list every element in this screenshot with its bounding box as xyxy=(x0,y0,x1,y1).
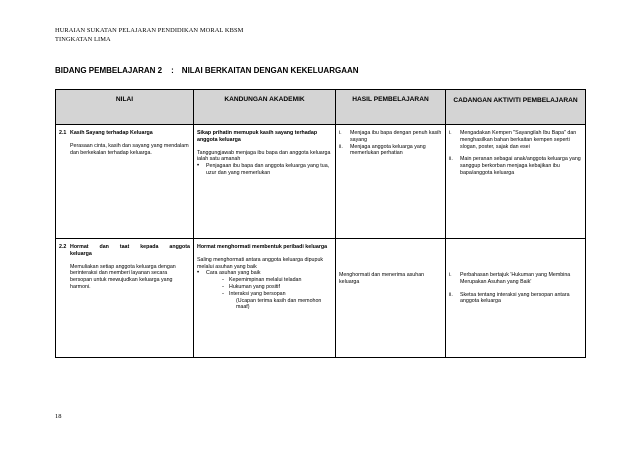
content-sub-item: - Interaksi yang bersopan (Ucapan terima kasih dan memohon maaf) xyxy=(222,291,332,311)
outcome-item: ii. Menjaga anggota keluarga yang memerlukan perhatian xyxy=(339,143,426,157)
syllabus-table xyxy=(55,89,586,358)
cell-kandungan xyxy=(194,239,336,358)
column-header-hasil: HASIL PEMBELAJARAN xyxy=(336,90,446,125)
value-number: 2.1 xyxy=(59,130,67,136)
outcome-item: i. Menjaga ibu bapa dengan penuh kasih sayang xyxy=(339,130,442,143)
topic-separator: : xyxy=(171,66,174,75)
content-bullet: • Cara asuhan yang baik - Kepemimpinan melalui teladan - Hukuman yang positif - Interaksi yang bersopan (Ucapan terima kasih dan memohon maaf) xyxy=(197,270,332,311)
page-number: 18 xyxy=(55,413,62,420)
cell-nilai xyxy=(56,239,194,358)
cell-hasil xyxy=(336,239,446,358)
column-header-kandungan: KANDUNGAN AKADEMIK xyxy=(194,90,336,125)
content-sub-item: - Hukuman yang positif xyxy=(222,284,332,291)
outcome-text: Menghormati dan menerima asuhan keluarga xyxy=(339,272,425,285)
cell-kandungan xyxy=(194,125,336,239)
content-sub-item: - Kepemimpinan melalui teladan xyxy=(222,277,332,284)
topic-label: BIDANG PEMBELAJARAN 2 xyxy=(55,66,163,75)
activity-item: i. Mengadakan Kempen "Sayangilah Ibu Bapa" dan menghasilkan bahan berkaitan kempen seperti slogan, poster, sajak dan esei xyxy=(449,130,577,150)
content-heading: Sikap prihatin memupuk kasih sayang terhadap anggota keluarga xyxy=(197,130,318,143)
value-title: 2.1 Kasih Sayang terhadap Keluarga xyxy=(59,130,153,136)
topic-title: NILAI BERKAITAN DENGAN KEKELUARGAAN xyxy=(181,66,359,75)
column-header-nilai: NILAI xyxy=(56,90,194,125)
activity-item: ii. Main peranan sebagai anak/anggota keluarga yang sanggup berkorban menjaga kebajikan ibu bapa/anggota keluarga xyxy=(449,156,581,176)
column-header-cadangan: CADANGAN AKTIVITI PEMBELAJARAN xyxy=(446,90,586,125)
value-number: 2.2 xyxy=(59,244,67,250)
cell-cadangan xyxy=(446,239,586,358)
cell-cadangan xyxy=(446,125,586,239)
activity-item: ii. Sketsa tentang interaksi yang bersopan antara anggota keluarga xyxy=(449,291,570,305)
content-bullet: • Penjagaan ibu bapa dan anggota keluarga yang tua, uzur dan yang memerlukan xyxy=(197,163,332,177)
value-title: 2.2 Hormat dan taat kepada anggota keluarga xyxy=(59,244,190,257)
cell-hasil xyxy=(336,125,446,239)
content-paragraph: Tanggungjawab menjaga ibu bapa dan anggota keluarga ialah satu amanah xyxy=(197,149,331,163)
value-definition: Memuliakan setiap anggota keluarga dengan berinteraksi dan memberi layanan secara bersopan untuk mewujudkan keluarga yang harmoni. xyxy=(70,263,176,290)
activity-item: i. Perbahasan bertajuk 'Hukuman yang Membina Merupakan Asuhan yang Baik' xyxy=(449,272,571,285)
table-header-row xyxy=(56,90,586,125)
value-definition: Perasaan cinta, kasih dan sayang yang mendalam dan berkekalan terhadap keluarga. xyxy=(70,142,189,156)
table-row xyxy=(56,239,586,358)
cell-nilai xyxy=(56,125,194,239)
content-paragraph: Saling menghormati antara anggota keluarga dipupuk melalui asuhan yang baik xyxy=(197,256,324,270)
content-sub-note: (Ucapan terima kasih dan memohon maaf) xyxy=(236,297,322,311)
table-row xyxy=(56,125,586,239)
document-header-subtitle: TINGKATAN LIMA xyxy=(55,36,111,43)
content-heading: Hormat menghormati membentuk peribadi keluarga xyxy=(197,244,328,250)
document-header-title: HURAIAN SUKATAN PELAJARAN PENDIDIKAN MORAL KBSM xyxy=(55,27,244,34)
topic-heading xyxy=(55,66,359,75)
